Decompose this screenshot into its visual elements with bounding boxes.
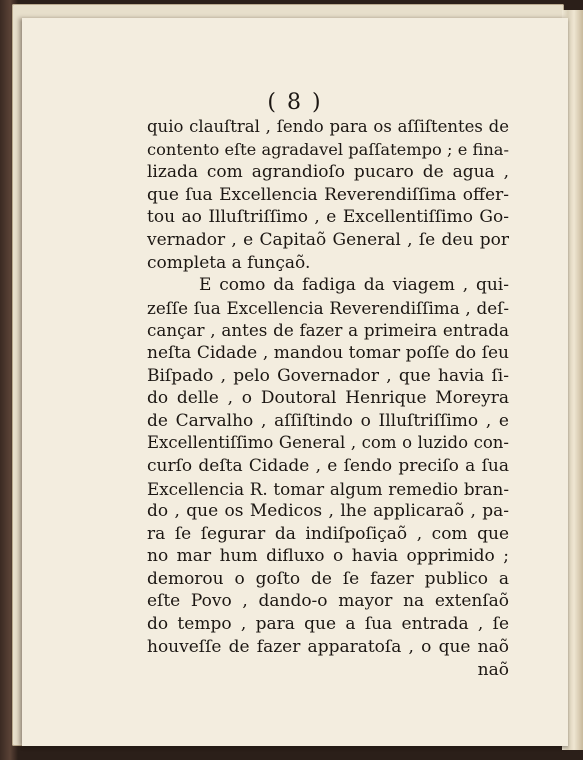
text-line: eſte Povo , dando-o mayor na extenſaõ (147, 591, 509, 612)
text-line: houveſſe de fazer apparatoſa , o que naõ (147, 636, 509, 657)
text-line: zeſſe ſua Excellencia Reverendiſſima , deſ- (147, 297, 509, 318)
text-line: neſta Cidade , mandou tomar poſſe do ſeu (147, 342, 509, 363)
body-text (147, 116, 509, 658)
book-page (22, 18, 568, 746)
text-line: vernador , e Capitaõ General , ſe deu por (147, 229, 509, 250)
text-line: E como da fadiga da viagem , qui- (199, 275, 509, 296)
text-line: Biſpado , pelo Governador , que havia ſi- (147, 365, 509, 386)
text-line: completa a funçaõ. (147, 252, 311, 273)
text-line: do delle , o Doutoral Henrique Moreyra (147, 388, 509, 409)
text-line: curſo deſta Cidade , e ſendo preciſo a ſua (147, 455, 509, 476)
text-line: demorou o goſto de ſe fazer publico a (147, 568, 509, 589)
text-line: contento eſte agradavel paſſatempo ; e fina- (147, 139, 509, 159)
text-line: Excellencia R. tomar algum remedio bran- (147, 478, 509, 499)
catchword: naõ (477, 660, 509, 680)
text-line: que ſua Excellencia Reverendiſſima offer- (147, 184, 509, 205)
text-line: no mar hum difluxo o havia opprimido ; (147, 546, 509, 567)
text-line: tou ao Illuſtriſſimo , e Excellentiſſimo Go- (147, 207, 509, 228)
text-line: cançar , antes de fazer a primeira entrada (147, 320, 509, 341)
text-line: de Carvalho , aſſiſtindo o Illuſtriſſimo , e (147, 410, 509, 431)
text-line: quio clauſtral , ſendo para os aſſiſtentes de (147, 117, 509, 136)
text-line: Excellentiſſimo General , com o luzido con- (147, 433, 509, 453)
text-line: do tempo , para que a ſua entrada , ſe (147, 614, 509, 635)
text-line: lizada com agrandioſo pucaro de agua , (147, 162, 509, 183)
text-line: ra ſe ſegurar da indiſpoſiçaõ , com que (147, 523, 509, 544)
text-line: do , que os Medicos , lhe applicaraõ , pa- (147, 501, 509, 522)
page-number: ( 8 ) (267, 90, 323, 115)
